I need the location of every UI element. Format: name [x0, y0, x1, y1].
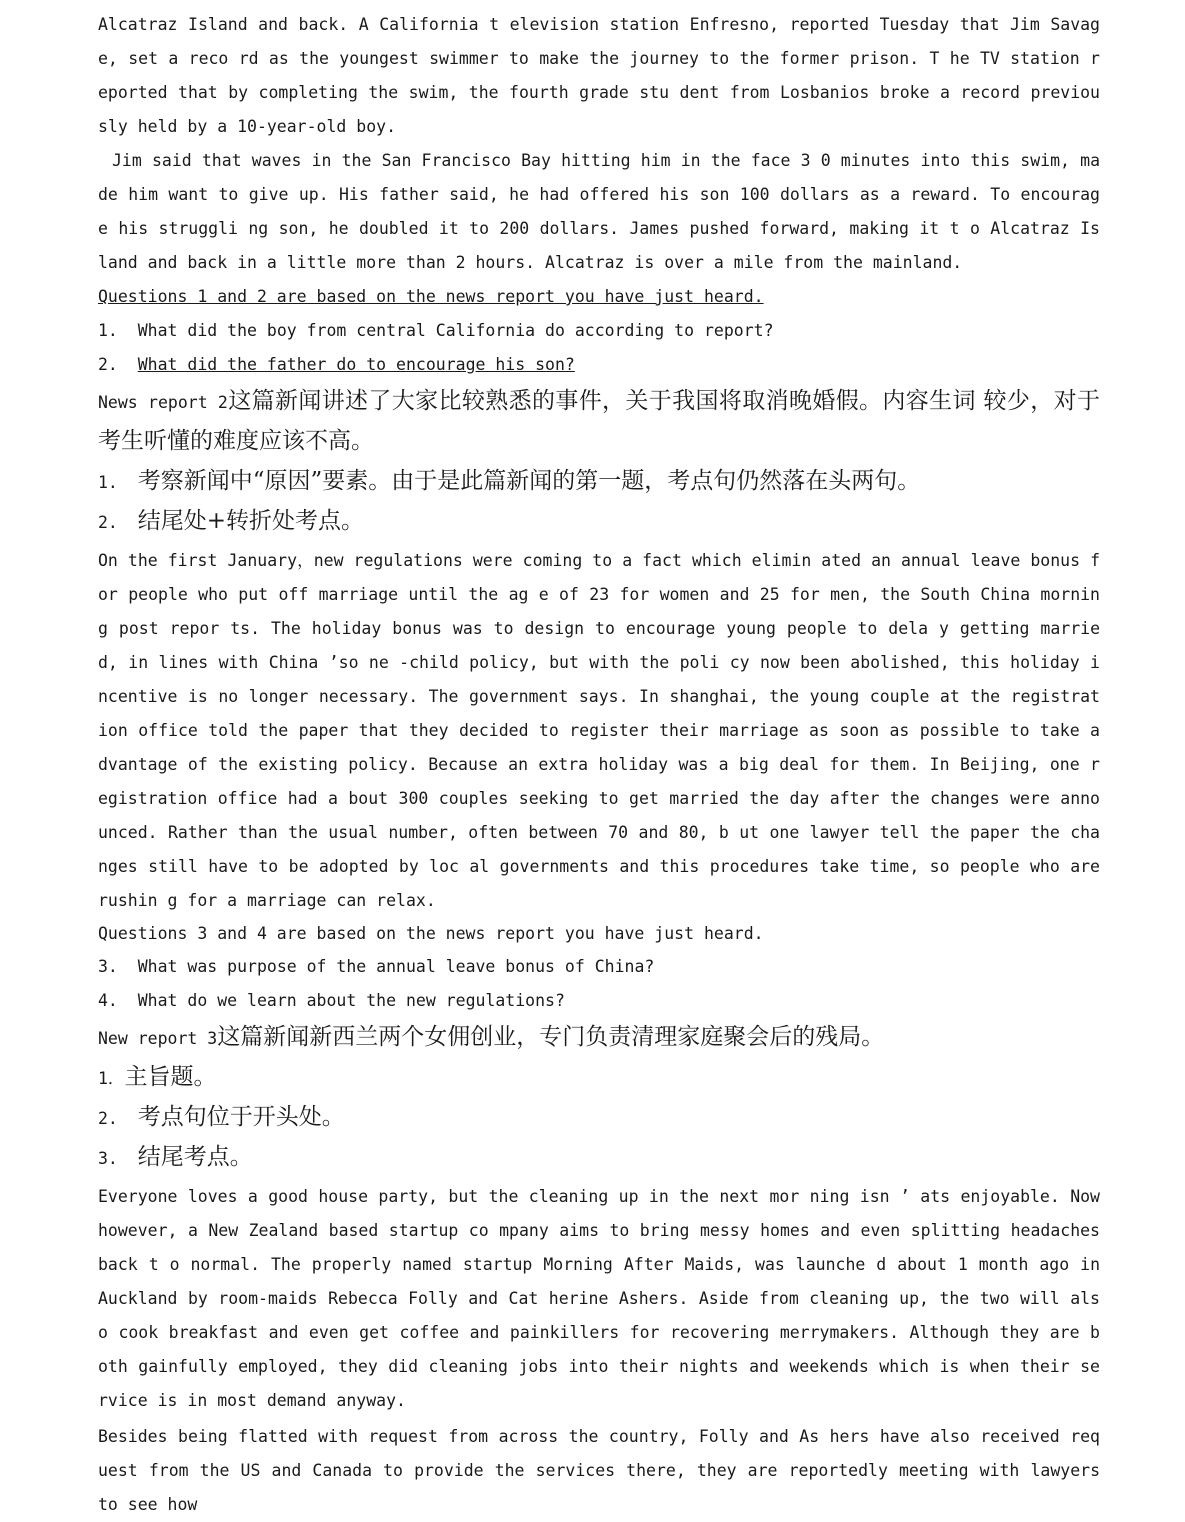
question-text: What do we learn about the new regulations?	[137, 991, 565, 1010]
question-4	[98, 984, 1100, 1018]
news2-heading	[98, 382, 1100, 462]
news3-paragraph-2: Besides being flatted with request from across the country, Folly and As hers have also received request from the US and Canada to provide the services there, they are reportedly meeting with lawyers to see how	[98, 1427, 1100, 1514]
question-number: 3.	[98, 957, 118, 976]
news3-heading	[98, 1018, 1100, 1058]
news3-note-3	[98, 1138, 1100, 1178]
note-text: 考点句位于开头处。	[137, 1104, 345, 1130]
news2-questions-intro: Questions 3 and 4 are based on the news report you have just heard.	[98, 924, 764, 943]
question-number: 2.	[98, 355, 118, 374]
note-text: 主旨题。	[124, 1064, 217, 1090]
news1-paragraph-1: Alcatraz Island and back. A California t elevision station Enfresno, reported Tuesday that Jim Savage, set a reco rd as the youngest swimmer to make the journey to the former prison. T he TV station reported that by completing the swim, the fourth grade stu dent from Losbanios broke a record previously held by a 10-year-old boy.	[98, 15, 1100, 136]
news2-heading-cn: 这篇新闻讲述了大家比较熟悉的事件，关于我国将取消晚婚假。内容生词 较少，对于考生听懂的难度应该不高。	[98, 388, 1101, 454]
news2-heading-en: News report 2	[98, 393, 228, 412]
note-number: 1．	[98, 1069, 125, 1088]
news3-heading-en: New report 3	[98, 1029, 218, 1048]
news1-paragraph-2: Jim said that waves in the San Francisco Bay hitting him in the face 3 0 minutes into this swim, made him want to give up. His father said, he had offered his son 100 dollars as a reward. To encourage his struggli ng son, he doubled it to 200 dollars. James pushed forward, making it t o Alcatraz Island and back in a little more than 2 hours. Alcatraz is over a mile from the mainland.	[98, 151, 1100, 272]
question-text: What was purpose of the annual leave bonus of China?	[137, 957, 655, 976]
question-2	[98, 348, 1100, 382]
news2-note-1	[98, 462, 1100, 502]
note-number: 2.	[98, 513, 118, 532]
news2-paragraph: On the first January，new regulations were coming to a fact which elimin ated an annual leave bonus for people who put off marriage until the ag e of 23 for women and 25 for men, the South China morning post repor ts. The holiday bonus was to design to encourage young people to dela y getting married, in lines with China ’so ne -child policy, but with the poli cy now been abolished, this holiday incentive is no longer necessary. The government says. In shanghai, the young couple at the registration office told the paper that they decided to register their marriage as soon as possible to take advantage of the existing policy. Because an extra holiday was a big deal for them. In Beijing, one registration office had a bout 300 couples seeking to get married the day after the changes were announced. Rather than the usual number, often between 70 and 80, b ut one lawyer tell the paper the changes still have to be adopted by loc al governments and this procedures take time, so people who are rushin g for a marriage can relax.	[98, 551, 1100, 910]
note-text: 结尾处+转折处考点。	[137, 508, 365, 534]
news3-paragraph-1: Everyone loves a good house party, but the cleaning up in the next mor ning isn ’ ats enjoyable. Now however, a New Zealand based startup co mpany aims to bring messy homes and even splitting headaches back t o normal. The properly named startup Morning After Maids, was launche d about 1 month ago in Auckland by room-maids Rebecca Folly and Cat herine Ashers. Aside from cleaning up, the two will also cook breakfast and even get coffee and painkillers for recovering merrymakers. Although they are both gainfully employed, they did cleaning jobs into their nights and weekends which is when their service is in most demand anyway.	[98, 1187, 1100, 1410]
note-text: 考察新闻中“原因”要素。由于是此篇新闻的第一题，考点句仍然落在头两句。	[137, 468, 921, 494]
question-number: 1.	[98, 321, 118, 340]
document-page	[98, 8, 1100, 1522]
question-number: 4.	[98, 991, 118, 1010]
news1-questions-intro: Questions 1 and 2 are based on the news report you have just heard.	[98, 287, 764, 306]
question-3	[98, 950, 1100, 984]
question-text: What did the father do to encourage his son?	[137, 355, 575, 374]
note-number: 1.	[98, 473, 118, 492]
news3-heading-cn: 这篇新闻新西兰两个女佣创业，专门负责清理家庭聚会后的残局。	[217, 1024, 885, 1050]
question-text: What did the boy from central California do according to report?	[137, 321, 774, 340]
question-1	[98, 314, 1100, 348]
news3-note-1	[98, 1058, 1100, 1098]
news3-note-2	[98, 1098, 1100, 1138]
note-number: 3.	[98, 1149, 118, 1168]
note-number: 2.	[98, 1109, 118, 1128]
note-text: 结尾考点。	[137, 1144, 253, 1170]
news2-note-2	[98, 502, 1100, 542]
